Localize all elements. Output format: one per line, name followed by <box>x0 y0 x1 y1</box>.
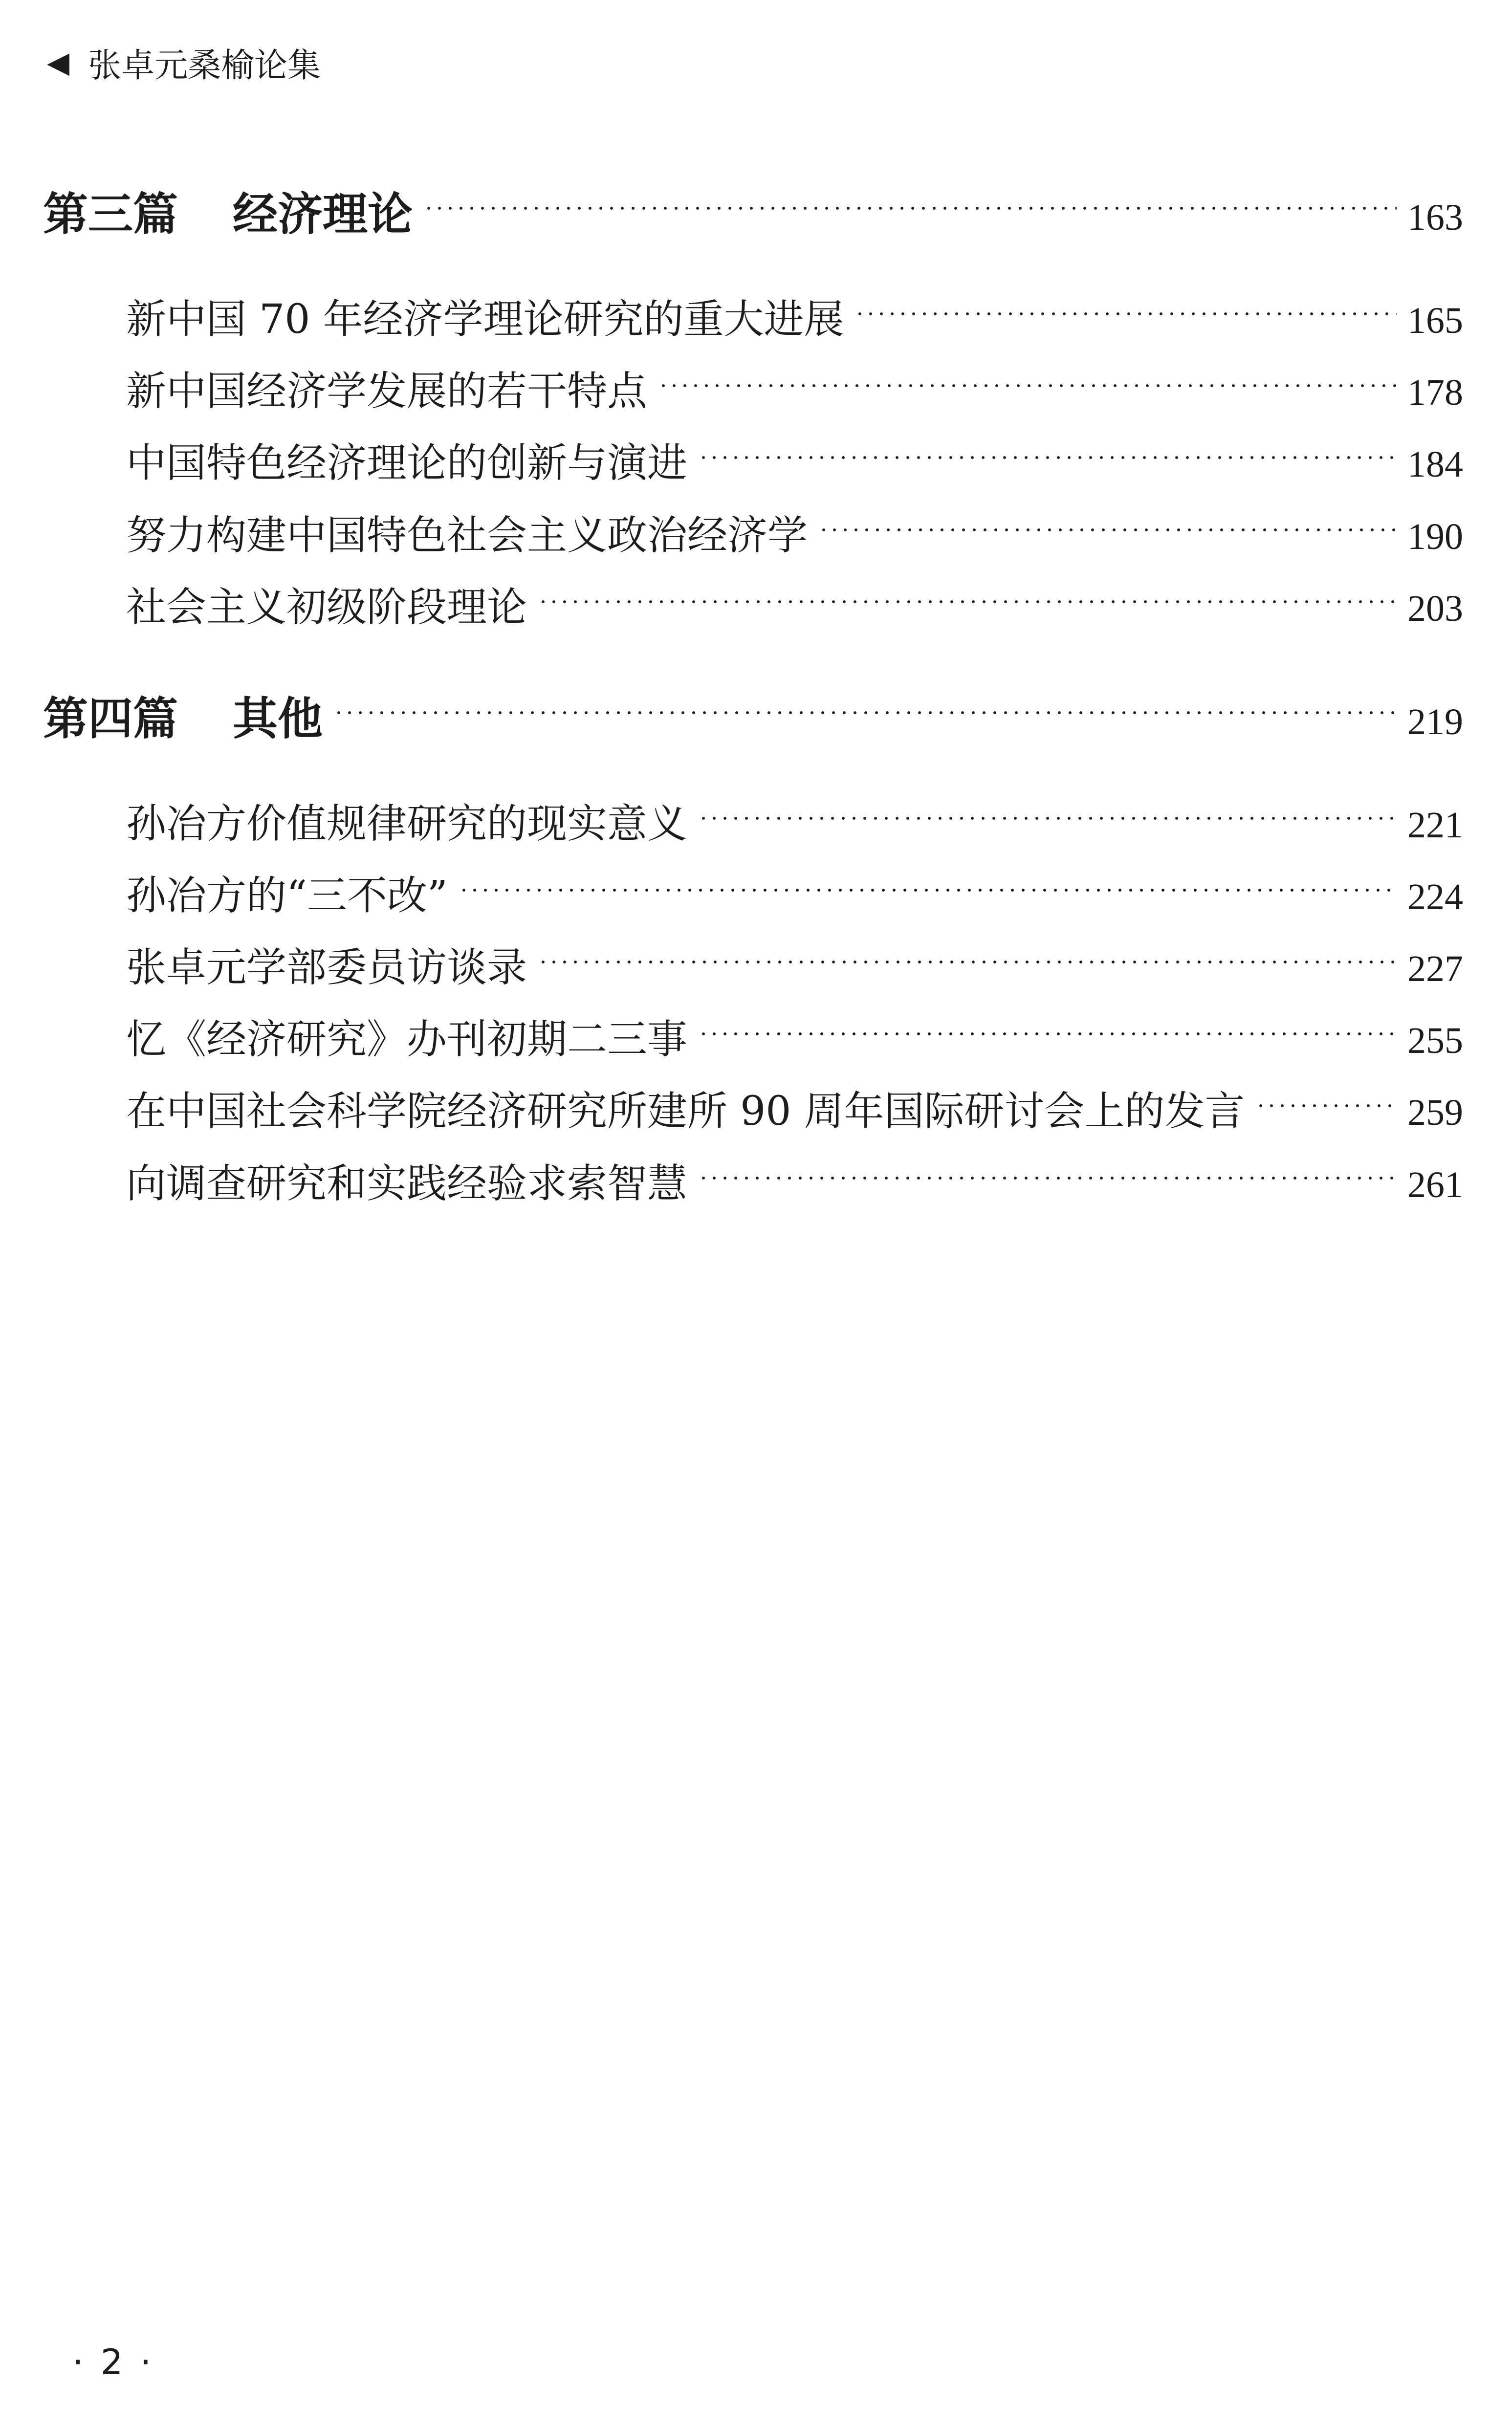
dot-leader <box>698 1014 1397 1054</box>
entry-title: 社会主义初级阶段理论 <box>126 584 527 631</box>
page-number: 184 <box>1407 444 1463 485</box>
page-number: 261 <box>1407 1164 1463 1205</box>
entry-title: 新中国经济学发展的若干特点 <box>126 368 648 415</box>
book-title: 张卓元桑榆论集 <box>88 46 321 85</box>
page-number: 255 <box>1407 1020 1463 1061</box>
part-heading <box>43 178 413 243</box>
page-number: 190 <box>1407 516 1463 557</box>
part-heading <box>43 683 323 747</box>
page-number: 221 <box>1407 805 1463 846</box>
toc-entry[interactable] <box>126 431 1463 488</box>
toc-entry[interactable] <box>126 503 1463 561</box>
dot-leader <box>538 582 1397 622</box>
entry-title: 在中国社会科学院经济研究所建所 90 周年国际研讨会上的发言 <box>126 1088 1245 1135</box>
toc-entry[interactable] <box>126 575 1463 633</box>
toc-part-4[interactable] <box>43 683 1463 747</box>
toc-entry[interactable] <box>126 1152 1463 1209</box>
entry-title: 新中国 70 年经济学理论研究的重大进展 <box>126 296 844 343</box>
part-title: 其他 <box>233 693 323 745</box>
toc-entry[interactable] <box>126 792 1463 849</box>
page-folio: · 2 · <box>72 2341 154 2383</box>
page-number: 227 <box>1407 948 1463 989</box>
dot-leader <box>459 870 1397 910</box>
toc-entry[interactable] <box>126 359 1463 416</box>
page-number: 219 <box>1407 701 1463 743</box>
entry-title: 孙冶方的“三不改” <box>126 873 448 919</box>
entry-title: 忆《经济研究》办刊初期二三事 <box>126 1016 688 1063</box>
toc-entry[interactable] <box>126 936 1463 993</box>
entry-title: 努力构建中国特色社会主义政治经济学 <box>126 512 808 559</box>
left-arrow-icon: ◀ <box>47 45 70 80</box>
page-number: 203 <box>1407 588 1463 629</box>
part-title: 经济理论 <box>233 188 413 241</box>
dot-leader <box>698 437 1397 478</box>
page-number: 224 <box>1407 876 1463 918</box>
dot-leader <box>818 510 1397 550</box>
page-number: 178 <box>1407 372 1463 413</box>
dot-leader <box>658 366 1397 406</box>
dot-leader <box>538 942 1397 982</box>
toc-entry[interactable] <box>126 1007 1463 1065</box>
toc-entry[interactable] <box>126 864 1463 921</box>
page-number: 165 <box>1407 300 1463 341</box>
page-number: 259 <box>1407 1092 1463 1133</box>
entry-title: 中国特色经济理论的创新与演进 <box>126 440 688 486</box>
dot-leader <box>1255 1086 1397 1126</box>
dot-leader <box>698 1158 1397 1198</box>
dot-leader <box>333 690 1397 735</box>
dot-leader <box>855 294 1397 334</box>
dot-leader <box>423 186 1397 231</box>
toc-entry[interactable] <box>126 287 1463 345</box>
entry-title: 向调查研究和实践经验求索智慧 <box>126 1160 688 1207</box>
toc-part-3[interactable] <box>43 178 1463 243</box>
entry-title: 张卓元学部委员访谈录 <box>126 944 527 991</box>
dot-leader <box>698 798 1397 838</box>
part-label: 第三篇 <box>43 188 178 241</box>
toc-entry[interactable] <box>126 1079 1463 1137</box>
part-label: 第四篇 <box>43 693 178 745</box>
page-number: 163 <box>1407 197 1463 238</box>
running-head <box>47 40 321 85</box>
entry-title: 孙冶方价值规律研究的现实意义 <box>126 801 688 847</box>
